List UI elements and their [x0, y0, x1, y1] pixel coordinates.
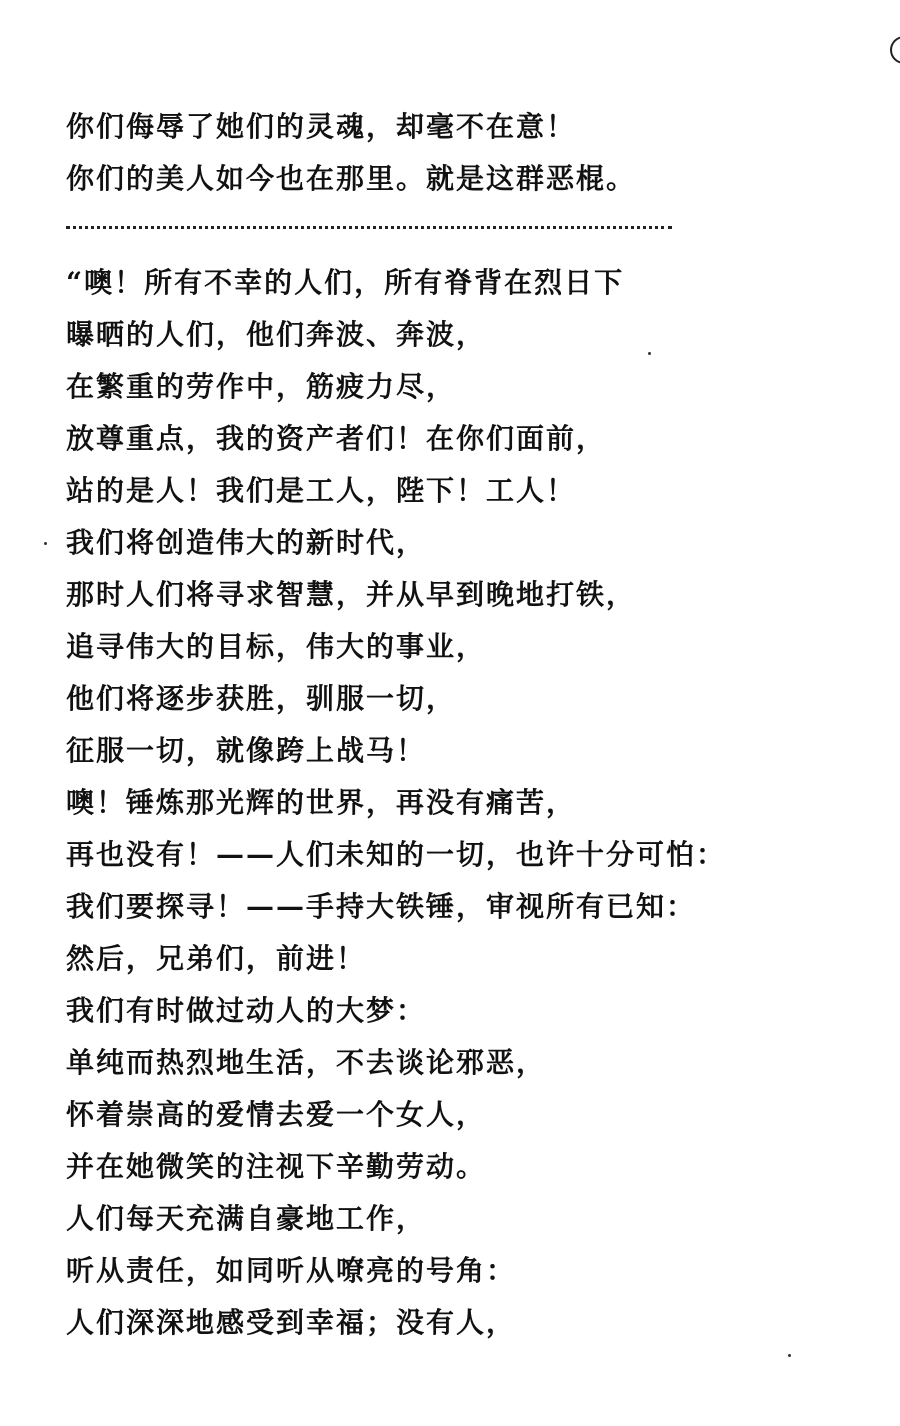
poem-line: 人们深深地感受到幸福；没有人， [66, 1306, 517, 1339]
poem-line: 我们要探寻！——手持大铁锤，审视所有已知： [66, 890, 697, 923]
poem-line: 你们的美人如今也在那里。就是这群恶棍。 [66, 162, 637, 195]
poem-line: 在繁重的劳作中，筋疲力尽， [66, 370, 457, 403]
poem-line: 噢！锤炼那光辉的世界，再没有痛苦， [66, 786, 577, 819]
poem-line: 你们侮辱了她们的灵魂，却毫不在意！ [66, 110, 577, 143]
poem-line: 人们每天充满自豪地工作， [66, 1202, 427, 1235]
poem-line: 曝晒的人们，他们奔波、奔波， [66, 318, 487, 351]
poem-line: “噢！所有不幸的人们，所有脊背在烈日下 [66, 266, 625, 299]
poem-line: 那时人们将寻求智慧，并从早到晚地打铁， [66, 578, 637, 611]
poem-line: 听从责任，如同听从嘹亮的号角： [66, 1254, 517, 1287]
poem-line: 我们有时做过动人的大梦： [66, 994, 427, 1027]
scan-speck [44, 542, 47, 545]
scan-speck [648, 352, 651, 355]
poem-line: 追寻伟大的目标，伟大的事业， [66, 630, 487, 663]
poem-line: 我们将创造伟大的新时代， [66, 526, 427, 559]
page-edge-mark [890, 36, 900, 64]
poem-line: 并在她微笑的注视下辛勤劳动。 [66, 1150, 487, 1183]
poem-line: 单纯而热烈地生活，不去谈论邪恶， [66, 1046, 547, 1079]
poem-line: 然后，兄弟们，前进！ [66, 942, 367, 975]
poem-line: 怀着崇高的爱情去爱一个女人， [66, 1098, 487, 1131]
poem-line: 站的是人！我们是工人，陛下！工人！ [66, 474, 577, 507]
poem-line: 再也没有！——人们未知的一切，也许十分可怕： [66, 838, 727, 871]
scan-speck [788, 1354, 791, 1357]
poem-line: 放尊重点，我的资产者们！在你们面前， [66, 422, 607, 455]
poem-line: 征服一切，就像跨上战马！ [66, 734, 427, 767]
separator-dots [66, 226, 672, 229]
poem-line: 他们将逐步获胜，驯服一切， [66, 682, 457, 715]
